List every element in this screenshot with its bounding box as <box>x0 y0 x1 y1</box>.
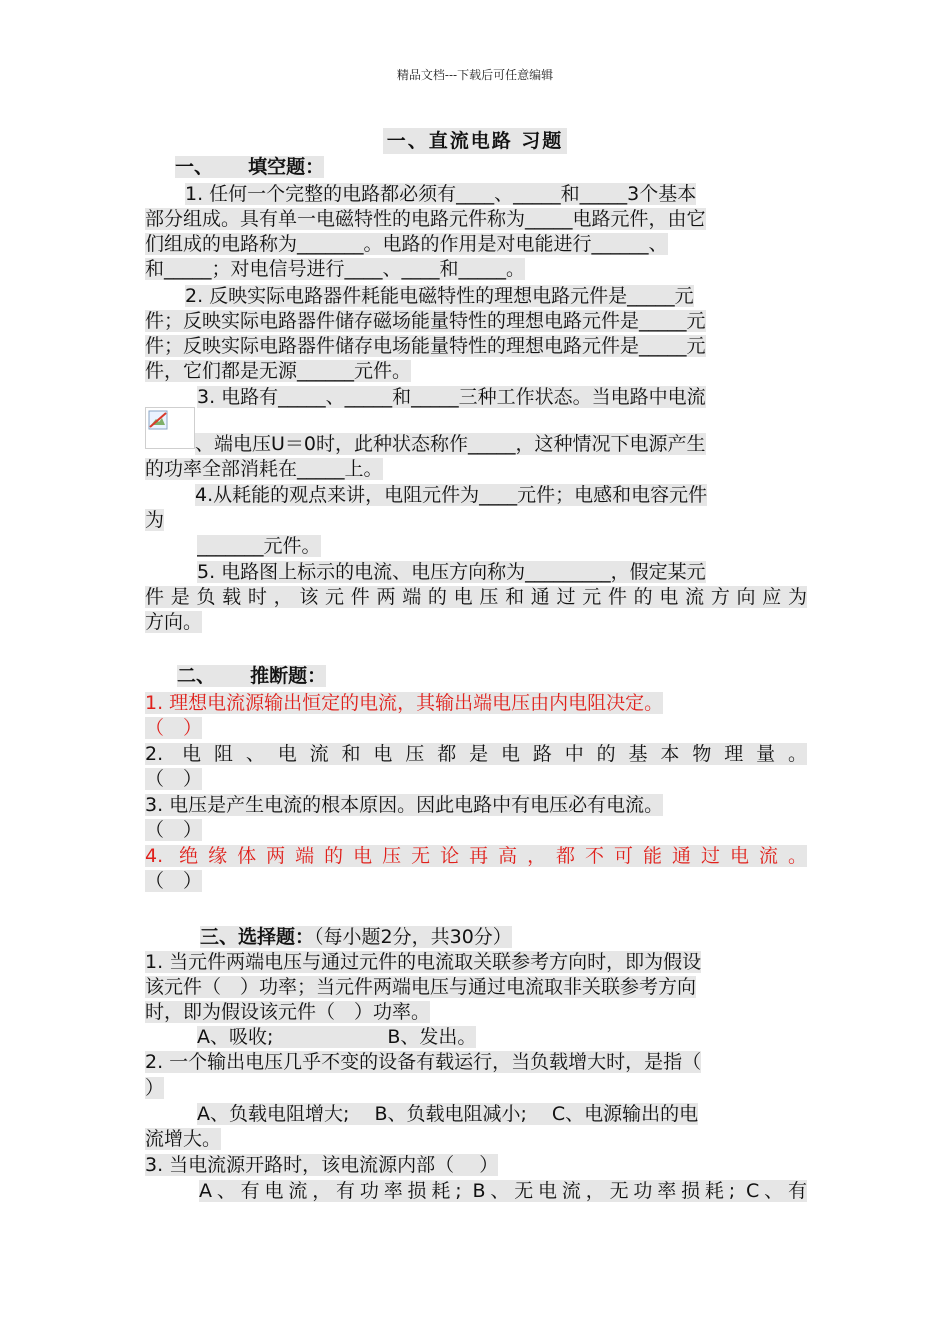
text-line: A、吸收; B、发出。 <box>197 1026 477 1048</box>
page-header-note: 精品文档---下载后可任意编辑 <box>396 68 554 82</box>
text-line: （ ） <box>145 768 203 790</box>
text-line: 1. 任何一个完整的电路都必须有____、_____和_____3个基本 <box>185 183 697 205</box>
text-line: （ ） <box>145 870 203 892</box>
text-line: 流增大。 <box>145 1128 222 1150</box>
text-line: 三、选择题：（每小题2分，共30分） <box>200 926 512 948</box>
text-line: _______元件。 <box>197 535 321 557</box>
text-line: 2. 电阻、电流和电压都是电路中的基本物理量。 <box>145 743 807 765</box>
text-line: （ ） <box>145 819 203 841</box>
text-line: A、负载电阻增大; B、负载电阻减小; C、电源输出的电 <box>197 1103 699 1125</box>
text-line: （ ） <box>145 717 203 739</box>
text-line: 、端电压U＝0时，此种状态称作_____，这种情况下电源产生 <box>195 433 706 455</box>
text-line: 二、 推断题： <box>177 665 327 687</box>
text-line: 件；反映实际电路器件储存磁场能量特性的理想电路元件是_____元 <box>145 310 706 332</box>
text-line: 1. 当元件两端电压与通过元件的电流取关联参考方向时，即为假设 <box>145 951 702 973</box>
text-line: 3. 当电流源开路时，该电流源内部（ ） <box>145 1154 499 1176</box>
text-line: 们组成的电路称为_______。电路的作用是对电能进行______、 <box>145 233 668 255</box>
page-title: 一、直流电路 习题 <box>0 126 950 153</box>
text-line: 的功率全部消耗在_____上。 <box>145 458 383 480</box>
text-line: 部分组成。具有单一电磁特性的电路元件称为_____电路元件，由它 <box>145 208 706 230</box>
text-line: 3. 电压是产生电流的根本原因。因此电路中有电压必有电流。 <box>145 794 664 816</box>
text-line: 4.从耗能的观点来讲，电阻元件为____元件；电感和电容元件 <box>195 484 708 506</box>
text-line: 一、 填空题： <box>175 156 325 178</box>
text-line: 件；反映实际电路器件储存电场能量特性的理想电路元件是_____元 <box>145 335 706 357</box>
broken-image-icon <box>145 407 195 449</box>
text-line: 时，即为假设该元件（ ）功率。 <box>145 1001 431 1023</box>
text-line: 2. 一个输出电压几乎不变的设备有载运行，当负载增大时，是指（ <box>145 1051 702 1073</box>
text-line: 5. 电路图上标示的电流、电压方向称为_________，假定某元 <box>197 561 706 583</box>
text-line: 1. 理想电流源输出恒定的电流，其输出端电压由内电阻决定。 <box>145 692 664 714</box>
text-line: 件是负载时，该元件两端的电压和通过元件的电流方向应为 <box>145 586 807 608</box>
text-line: A、有电流，有功率损耗; B、无电流，无功率损耗; C、有 <box>199 1180 807 1202</box>
text-line: 方向。 <box>145 611 203 633</box>
text-line: 该元件（ ）功率；当元件两端电压与通过电流取非关联参考方向 <box>145 976 697 998</box>
text-line: 为 <box>145 509 165 531</box>
text-line: 2. 反映实际电路器件耗能电磁特性的理想电路元件是_____元 <box>185 285 694 307</box>
text-line: 4. 绝缘体两端的电压无论再高，都不可能通过电流。 <box>145 845 807 867</box>
text-line: 和_____；对电信号进行____、____和_____。 <box>145 258 526 280</box>
text-line: 3. 电路有_____、_____和_____三种工作状态。当电路中电流 <box>197 386 706 408</box>
text-line: 件，它们都是无源______元件。 <box>145 360 412 382</box>
text-line: ） <box>145 1077 165 1099</box>
